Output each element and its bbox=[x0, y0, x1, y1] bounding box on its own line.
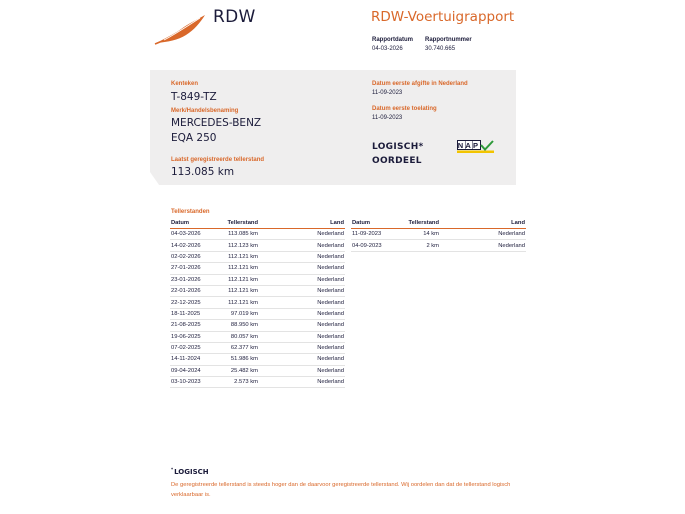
row-tellerstand: 88.950 km bbox=[224, 320, 259, 331]
row-datum: 22-12-2025 bbox=[170, 297, 224, 308]
table-row bbox=[170, 274, 345, 285]
row-tellerstand: 14 km bbox=[405, 229, 440, 240]
nap-badge-letters: NAP bbox=[457, 141, 481, 150]
row-datum: 21-08-2025 bbox=[170, 320, 224, 331]
tellerstand-value: 113.085 km bbox=[171, 166, 235, 178]
row-datum: 23-01-2026 bbox=[170, 274, 224, 285]
row-land: Nederland bbox=[259, 342, 345, 353]
brand-name: RDW bbox=[213, 7, 256, 27]
afgifte-value: 11-09-2023 bbox=[372, 90, 403, 96]
col-datum: Datum bbox=[351, 219, 405, 229]
footnote-marker: * bbox=[171, 467, 174, 472]
row-datum: 19-06-2025 bbox=[170, 331, 224, 342]
oordeel-line1: LOGISCH* bbox=[372, 142, 424, 152]
row-land: Nederland bbox=[259, 354, 345, 365]
row-datum: 22-01-2026 bbox=[170, 285, 224, 296]
table-row bbox=[351, 229, 526, 240]
col-land: Land bbox=[259, 219, 345, 229]
row-land: Nederland bbox=[259, 320, 345, 331]
col-tellerstand: Tellerstand bbox=[405, 219, 440, 229]
table-row bbox=[351, 240, 526, 251]
row-land: Nederland bbox=[440, 240, 526, 251]
tellerstanden-table-left bbox=[170, 219, 345, 388]
model-value: EQA 250 bbox=[171, 132, 217, 144]
row-land: Nederland bbox=[259, 285, 345, 296]
footnote-title bbox=[171, 467, 209, 476]
rapportdatum bbox=[372, 36, 413, 54]
table-header-row bbox=[170, 219, 345, 229]
table-row bbox=[170, 240, 345, 251]
row-datum: 14-02-2026 bbox=[170, 240, 224, 251]
rapportnummer-label: Rapportnummer bbox=[425, 37, 472, 43]
table-row bbox=[170, 308, 345, 319]
footnote-text: De geregistreerde tellerstand is steeds hoger dan de daarvoor geregistreerde tellerstand. Wij oordelen dan dat de tellerstand logisch verklaarbaar is. bbox=[171, 482, 511, 498]
merk-value: MERCEDES-BENZ bbox=[171, 117, 262, 129]
oordeel bbox=[372, 140, 424, 168]
row-tellerstand: 62.377 km bbox=[224, 342, 259, 353]
row-tellerstand: 97.019 km bbox=[224, 308, 259, 319]
row-tellerstand: 80.057 km bbox=[224, 331, 259, 342]
row-datum: 27-01-2026 bbox=[170, 263, 224, 274]
row-land: Nederland bbox=[440, 229, 526, 240]
row-tellerstand: 112.121 km bbox=[224, 285, 259, 296]
row-tellerstand: 25.482 km bbox=[224, 365, 259, 376]
row-datum: 18-11-2025 bbox=[170, 308, 224, 319]
row-datum: 11-09-2023 bbox=[351, 229, 405, 240]
toelating-label: Datum eerste toelating bbox=[372, 106, 437, 112]
table-row bbox=[170, 285, 345, 296]
oordeel-line2: OORDEEL bbox=[372, 156, 422, 166]
row-tellerstand: 2.573 km bbox=[224, 377, 259, 388]
table-row bbox=[170, 365, 345, 376]
row-datum: 09-04-2024 bbox=[170, 365, 224, 376]
rapportdatum-label: Rapportdatum bbox=[372, 37, 413, 43]
row-tellerstand: 51.986 km bbox=[224, 354, 259, 365]
rapportnummer-value: 30.740.665 bbox=[425, 46, 456, 52]
table-row bbox=[170, 251, 345, 262]
row-tellerstand: 113.085 km bbox=[224, 229, 259, 240]
afgifte-label: Datum eerste afgifte in Nederland bbox=[372, 81, 468, 87]
row-land: Nederland bbox=[259, 274, 345, 285]
kenteken-value: T-849-TZ bbox=[171, 91, 217, 103]
table-row bbox=[170, 331, 345, 342]
panel-corner-notch bbox=[150, 172, 164, 192]
row-tellerstand: 112.121 km bbox=[224, 263, 259, 274]
row-datum: 14-11-2024 bbox=[170, 354, 224, 365]
table-row bbox=[170, 377, 345, 388]
table-row bbox=[170, 297, 345, 308]
table-row bbox=[170, 320, 345, 331]
merk-label: Merk/Handelsbenaming bbox=[171, 108, 239, 114]
row-land: Nederland bbox=[259, 251, 345, 262]
row-tellerstand: 2 km bbox=[405, 240, 440, 251]
row-tellerstand: 112.121 km bbox=[224, 297, 259, 308]
row-land: Nederland bbox=[259, 297, 345, 308]
report-title: RDW-Voertuigrapport bbox=[371, 9, 515, 25]
row-tellerstand: 112.121 km bbox=[224, 251, 259, 262]
tellerstanden-table-right bbox=[351, 219, 526, 252]
row-land: Nederland bbox=[259, 308, 345, 319]
row-datum: 04-09-2023 bbox=[351, 240, 405, 251]
table-row bbox=[170, 354, 345, 365]
row-datum: 04-03-2026 bbox=[170, 229, 224, 240]
row-datum: 03-10-2023 bbox=[170, 377, 224, 388]
table-row bbox=[170, 342, 345, 353]
rapportnummer bbox=[425, 36, 472, 54]
col-datum: Datum bbox=[170, 219, 224, 229]
footnote-title-text: LOGISCH bbox=[174, 468, 209, 476]
rapportdatum-value: 04-03-2026 bbox=[372, 46, 403, 52]
row-land: Nederland bbox=[259, 229, 345, 240]
toelating-value: 11-09-2023 bbox=[372, 115, 403, 121]
tellerstand-label: Laatst geregistreerde tellerstand bbox=[171, 157, 265, 163]
table-row bbox=[170, 263, 345, 274]
row-tellerstand: 112.121 km bbox=[224, 274, 259, 285]
col-land: Land bbox=[440, 219, 526, 229]
row-land: Nederland bbox=[259, 240, 345, 251]
kenteken-label: Kenteken bbox=[171, 81, 199, 87]
row-land: Nederland bbox=[259, 331, 345, 342]
col-tellerstand: Tellerstand bbox=[224, 219, 259, 229]
table-header-row bbox=[351, 219, 526, 229]
row-datum: 02-02-2026 bbox=[170, 251, 224, 262]
row-land: Nederland bbox=[259, 365, 345, 376]
row-land: Nederland bbox=[259, 377, 345, 388]
tellerstanden-title: Tellerstanden bbox=[171, 209, 210, 215]
nap-checkmark-icon bbox=[457, 140, 494, 153]
row-land: Nederland bbox=[259, 263, 345, 274]
table-row bbox=[170, 229, 345, 240]
row-tellerstand: 112.123 km bbox=[224, 240, 259, 251]
feather-logo-icon bbox=[154, 13, 206, 45]
row-datum: 07-02-2025 bbox=[170, 342, 224, 353]
